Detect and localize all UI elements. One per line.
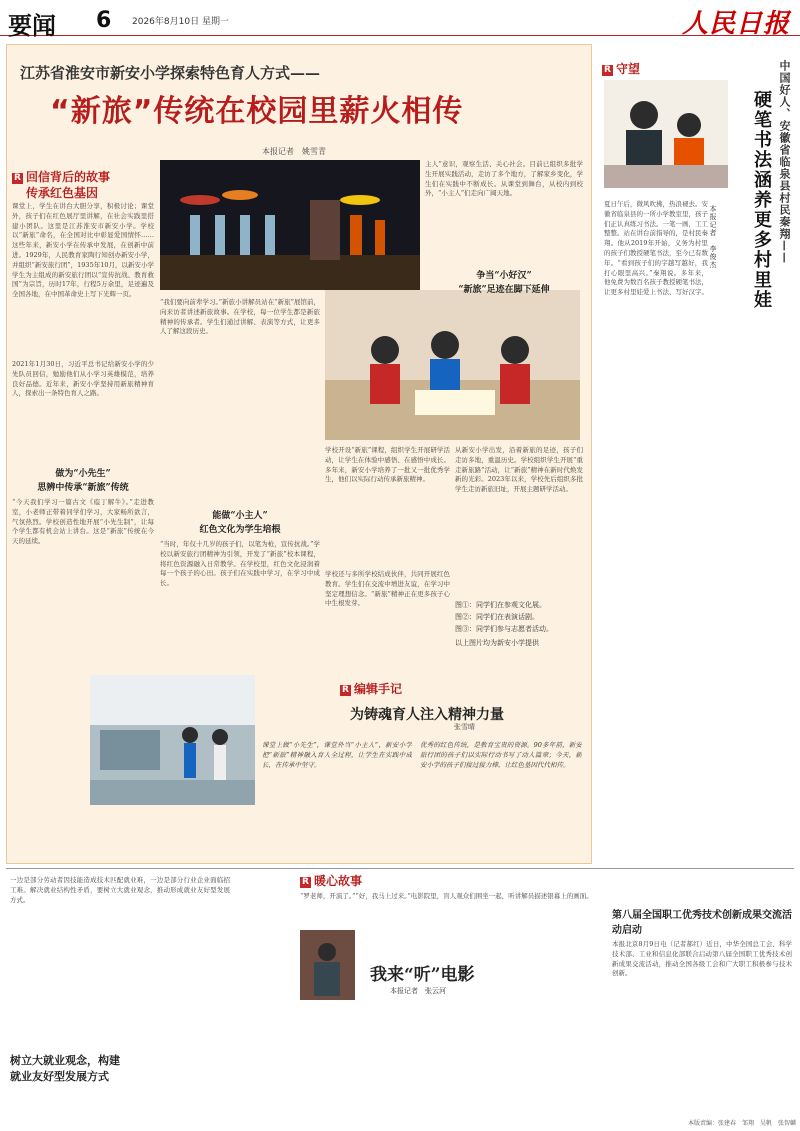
footer-credit <box>600 1118 796 1130</box>
newspaper-logo: 人民日报 <box>681 9 790 39</box>
col2-paragraph1: “我们要向前辈学习。”新旅小讲解员站在“新旅”展馆前，向来访者讲述新旅故事。在学校，每一位学生都是新旅精神的传承者。学生们通过讲解、表演等方式，让更多人了解这段历史。 <box>160 298 320 336</box>
col4-subhead2: “新旅”足迹在脚下延伸 <box>458 285 550 295</box>
section-name: 要闻 <box>8 12 56 40</box>
editorial-section-text: 编辑手记 <box>354 682 403 696</box>
editorial-section <box>340 680 402 697</box>
col1-subhead: 做为“小先生” <box>55 469 111 479</box>
caption-2: 图②：同学们在表演话剧。 <box>455 613 539 621</box>
col1-subhead2: 思辨中传承“新旅”传统 <box>37 483 129 493</box>
bottom-col3-title: 第八届全国职工优秀技术创新成果交流活动启动 <box>612 910 792 936</box>
section-marker-icon: R <box>300 877 311 888</box>
right-kicker: 中国好人、安徽省临泉县村民秦翔—— <box>778 60 791 264</box>
right-body-cont <box>604 400 790 860</box>
col1-paragraph3: “今天我们学习一篇古文《庖丁解牛》。”走进教室，小老师正带着同学们学习，大家畅所欲言，气氛热烈。学校创造性地开展“小先生制”，让每个学生都有机会站上讲台。这是“新旅”传统在今天的延续。 <box>12 498 154 546</box>
section-marker-icon: R <box>602 65 613 76</box>
photo-students-reading <box>325 290 580 440</box>
editorial-author: 张雪晴 <box>454 723 475 731</box>
feature-byline: 本报记者 姚雪青 <box>262 147 326 156</box>
bottom-col3-text: 本报北京8月9日电（记者郝红）近日，中华全国总工会、科学技术部、工业和信息化部联合启动第八届全国职工优秀技术创新成果交流活动，推动全国各级工会和广大职工积极参与技术创新。 <box>612 940 792 978</box>
bottom-col2-title: 我来“听”电影 <box>370 965 475 985</box>
col1-paragraph2: 2021年1月30日，习近平总书记给新安小学的少先队员回信，勉励他们从小学习英雄模范，培养良好品德。近年来，新安小学坚持用新旅精神育人，探索出一条特色育人之路。 <box>12 360 154 398</box>
stage-illustration <box>160 160 420 290</box>
editorial-title: 为铸魂育人注入精神力量 <box>350 707 504 723</box>
section1-sub: 传承红色基因 <box>26 186 99 200</box>
bottom-col2-text: “罗老师，开演了。”“好，我马上过来。”电影院里，盲人观众们围坐一起，听讲解员描述银幕上的画面。 <box>300 892 593 900</box>
section1-title-text: 回信背后的故事 <box>26 170 111 184</box>
issue-date: 2026年8月10日 星期一 <box>132 17 229 27</box>
bottom-divider <box>6 868 794 869</box>
bottom-col1-title: 树立大就业观念，构建就业友好型发展方式 <box>10 1054 120 1083</box>
bottom-col2-byline: 本报记者 张云河 <box>390 987 446 995</box>
col2-paragraph2: “当时，年仅十几岁的孩子们，以笔为枪，宣传抗战。”学校以新安旅行团精神为引领，开发了“新旅”校本课程，将红色资源融入日常教学。在学校里，红色文化浸润着每一个孩子的心田。孩子们在实践中学习，在学习中成长。 <box>160 540 320 588</box>
cinema-illustration <box>300 930 355 1000</box>
right-section <box>602 60 640 77</box>
calligraphy-illustration <box>604 80 728 188</box>
feature-headline: “新旅”传统在校园里薪火相传 <box>50 94 464 129</box>
right-byline: 本报记者 李俊杰 <box>709 205 717 269</box>
col4-paragraph1: 主人”意识，观察生活、关心社会。目前已组织多批学生开展实践活动，走访了多个地方，了解家乡变化，学生们在实践中不断成长。从课堂到舞台，从校内到校外，“小主人”们走向广阔天地。 <box>425 160 583 198</box>
masthead <box>0 0 800 40</box>
right-headline: 硬笔书法涵养更多村里娃 <box>751 90 772 310</box>
caption-1: 图①：同学们在参观文化展。 <box>455 601 546 609</box>
col2-subhead: 能做“小主人” <box>212 511 268 521</box>
right-section-text: 守望 <box>616 62 641 76</box>
section1-title <box>12 168 157 185</box>
editor-credit: 本版责编：张建春 邹翔 吴帆 张智麟 <box>687 1120 796 1127</box>
caption-credit: 以上图片均为新安小学提供 <box>455 639 539 647</box>
bottom-col2-section <box>300 872 362 889</box>
students-illustration <box>325 290 580 440</box>
right-body: 夏日午后，微风吹拂，热浪褪去。安徽省临泉县的一所小学教室里，孩子们正认真练习书法。一笔一画，工工整整。站在讲台前指导的，是村民秦翔。他从2019年开始，义务为村里的孩子们教授硬笔书法，至今已有数年。“看到孩子们的字越写越好，我打心眼里高兴。”秦翔说。多年来，他免费为数百名孩子教授硬笔书法，让更多村里娃爱上书法、写好汉字。 <box>604 200 708 297</box>
section-marker-icon: R <box>340 685 351 696</box>
col3-paragraph2: 从新安小学出发，沿着新旅的足迹，孩子们走访多地，重温历史。学校组织学生开展“重走新旅路”活动，让“新旅”精神在新时代焕发新的光彩。2023年以来，学校先后组织多批学生走访新旅旧址，开展主题研学活动。 <box>455 446 583 494</box>
col4-subhead: 争当“小好汉” <box>476 271 532 281</box>
bottom-col1-text: 一边是部分劳动者因技能造成技术匹配就业难，一边是部分行业企业面临招工难。解决就业结构性矛盾，要树立大就业观念，推动形成就业友好型发展方式。 <box>10 876 230 904</box>
col1-paragraph1: 课堂上，学生在讲台大胆分享，积极讨论；课堂外，孩子们在红色展厅里讲解，在社会实践里搭建小团队。这里是江苏淮安市新安小学。学校以“新旅”命名，在全国对比中彰显爱国情怀……这些年来，新安小学在传承中发展，在创新中前进。1929年，人民教育家陶行知创办新安小学，并组织“新安旅行团”，1935年10月，以新安小学学生为主组成的新安旅行团以“宣传抗战、教育救国”为宗旨，历时17年，行程5万余里，足迹遍及全国各地，在中国革命史上写下光辉一页。 <box>12 202 154 299</box>
editorial-text1: 课堂上做“小先生”，课堂外当“小主人”，新安小学把“新旅”精神融入育人全过程，让学生在实践中成长，在传承中坚守。 <box>262 741 412 769</box>
photo-cinema-scene <box>300 930 355 1000</box>
col3-paragraph1: 学校开设“新旅”课程，组织学生开展研学活动，让学生在体验中感悟、在感悟中成长。多年来，新安小学培养了一批又一批优秀学生，他们以实际行动传承新旅精神。 <box>325 446 450 484</box>
page-number: 6 <box>96 8 112 33</box>
caption-3: 图③：同学们参与志愿者活动。 <box>455 625 553 633</box>
editorial-text2: 优秀的红色传统，是教育宝贵的资源。90多年前，新安旅行团的孩子们以实际行动书写了动人篇章；今天，新安小学的孩子们接过接力棒，让红色基因代代相传。 <box>420 741 582 769</box>
photo-stage-performance <box>160 160 420 290</box>
museum-illustration <box>90 675 255 805</box>
photo-museum-visit <box>90 675 255 805</box>
col4-paragraph2: 学校还与多所学校结成伙伴，共同开展红色教育。学生们在交流中增进友谊，在学习中坚定理想信念。“新旅”精神正在更多孩子心中生根发芽。 <box>325 570 450 608</box>
bottom-col2-section-text: 暖心故事 <box>314 874 363 888</box>
photo-calligraphy-class <box>604 80 728 188</box>
feature-kicker: 江苏省淮安市新安小学探索特色育人方式—— <box>20 64 321 82</box>
col2-subhead2: 红色文化为学生培根 <box>199 525 281 535</box>
section-marker-icon: R <box>12 173 23 184</box>
